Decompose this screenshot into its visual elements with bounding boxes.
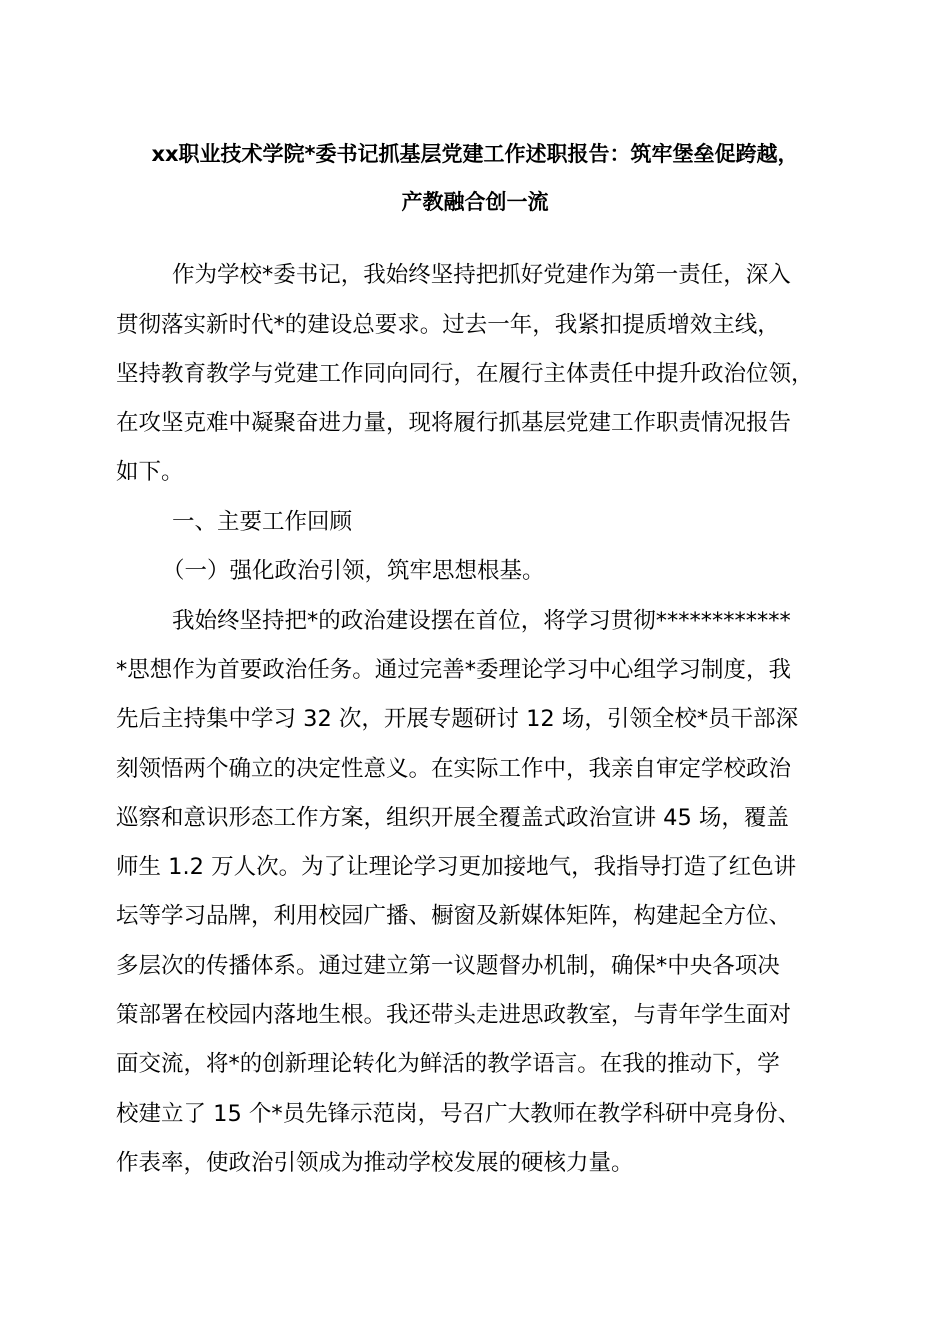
report-title-line-2: 产教融合创一流 bbox=[401, 190, 549, 214]
intro-paragraph-line: 在攻坚克难中凝聚奋进力量，现将履行抓基层党建工作职责情况报告 bbox=[116, 410, 792, 436]
body-paragraph-line: 坛等学习品牌，利用校园广播、橱窗及新媒体矩阵，构建起全方位、 bbox=[116, 903, 792, 929]
body-paragraph-line: 刻领悟两个确立的决定性意义。在实际工作中，我亲自审定学校政治 bbox=[116, 756, 792, 782]
body-paragraph-line: 面交流，将*的创新理论转化为鲜活的教学语言。在我的推动下，学 bbox=[116, 1051, 780, 1077]
intro-paragraph-line: 坚持教育教学与党建工作同向同行，在履行主体责任中提升政治位领， bbox=[116, 361, 814, 387]
report-title-line-1: xx职业技术学院*委书记抓基层党建工作述职报告：筑牢堡垒促跨越， bbox=[151, 142, 799, 166]
body-paragraph-line: 巡察和意识形态工作方案，组织开展全覆盖式政治宣讲 45 场，覆盖 bbox=[116, 805, 789, 831]
subsection-heading: （一）强化政治引领，筑牢思想根基。 bbox=[162, 558, 545, 584]
body-paragraph-line: 策部署在校园内落地生根。我还带头走进思政教室，与青年学生面对 bbox=[116, 1002, 792, 1028]
intro-paragraph-line: 贯彻落实新时代*的建设总要求。过去一年，我紧扣提质增效主线， bbox=[116, 312, 780, 338]
body-paragraph-line: 先后主持集中学习 32 次，开展专题研讨 12 场，引领全校*员干部深 bbox=[116, 706, 799, 732]
body-paragraph-line: 校建立了 15 个*员先锋示范岗，号召广大教师在教学科研中亮身份、 bbox=[116, 1101, 801, 1127]
section-heading: 一、主要工作回顾 bbox=[172, 509, 353, 535]
intro-paragraph-line: 如下。 bbox=[116, 459, 184, 485]
body-paragraph-line: 我始终坚持把*的政治建设摆在首位，将学习贯彻************ bbox=[172, 608, 791, 634]
body-paragraph-line: *思想作为首要政治任务。通过完善*委理论学习中心组学习制度，我 bbox=[116, 657, 792, 683]
body-paragraph-line: 作表率，使政治引领成为推动学校发展的硬核力量。 bbox=[116, 1150, 634, 1176]
body-paragraph-line: 多层次的传播体系。通过建立第一议题督办机制，确保*中央各项决 bbox=[116, 953, 780, 979]
body-paragraph-line: 师生 1.2 万人次。为了让理论学习更加接地气，我指导打造了红色讲 bbox=[116, 854, 797, 880]
intro-paragraph-line: 作为学校*委书记，我始终坚持把抓好党建作为第一责任，深入 bbox=[172, 262, 791, 288]
